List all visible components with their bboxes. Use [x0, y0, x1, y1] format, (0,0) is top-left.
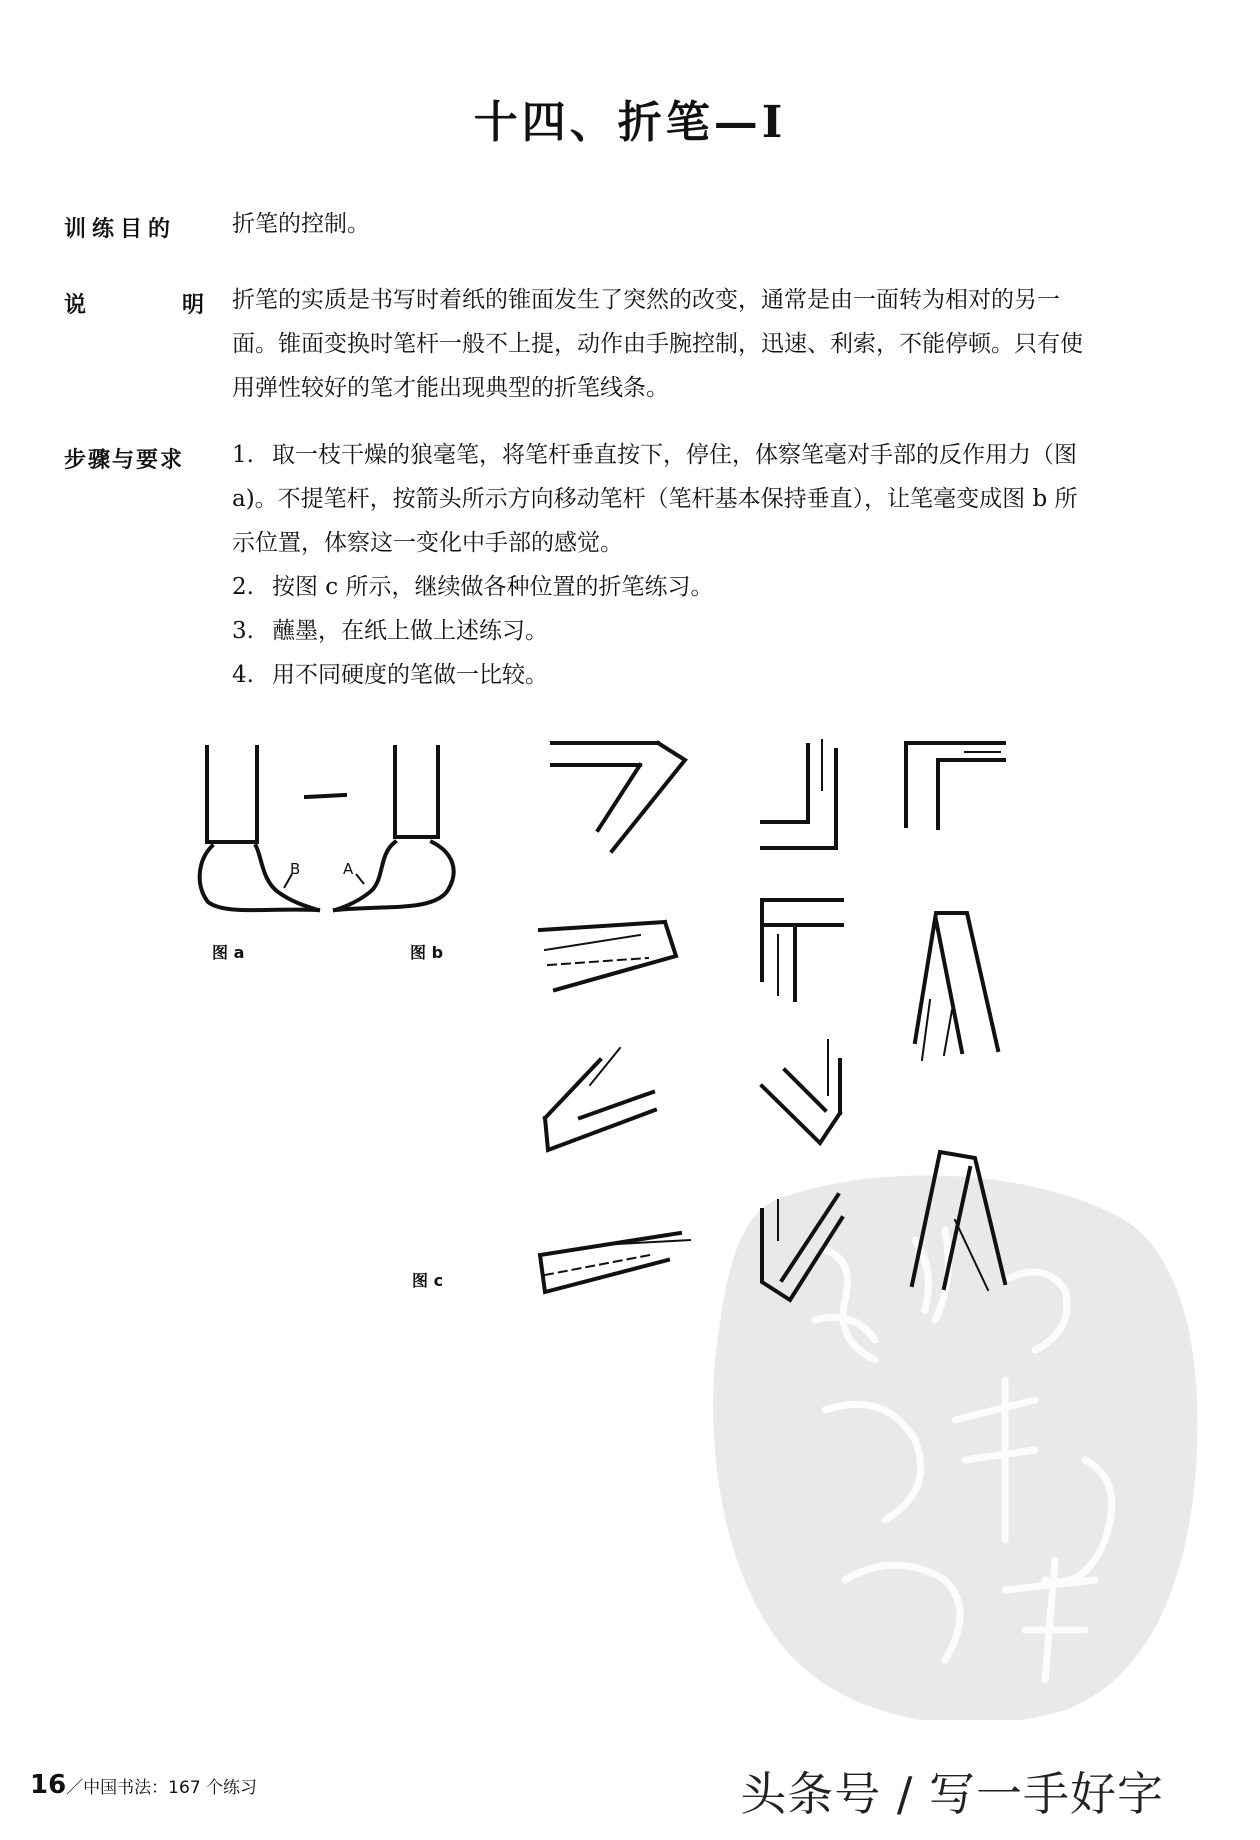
- page-number: 16: [30, 1770, 67, 1800]
- marker-b: B: [290, 860, 301, 878]
- explain-line: 折笔的实质是书写时着纸的锥面发生了突然的改变，通常是由一面转为相对的另一: [232, 287, 1060, 313]
- goal-text: 折笔的控制。: [232, 211, 370, 237]
- step-number: 4.: [232, 662, 254, 688]
- step-line: a)。不提笔杆，按箭头所示方向移动笔杆（笔杆基本保持垂直），让笔毫变成图 b 所: [232, 486, 1078, 512]
- fold-stroke-4: [540, 922, 676, 990]
- fold-stroke-8: [762, 1040, 840, 1143]
- step-line: 蘸墨，在纸上做上述练习。: [272, 618, 548, 644]
- fold-stroke-3: [906, 743, 1004, 828]
- fold-stroke-1: [552, 743, 685, 851]
- step-line: 取一枝干燥的狼毫笔，将笔杆垂直按下，停住，体察笔毫对手部的反作用力（图: [272, 442, 1077, 468]
- goal-label: 训练目的: [64, 217, 177, 242]
- step-line: 示位置，体察这一变化中手部的感觉。: [232, 530, 623, 556]
- fold-stroke-7: [545, 1048, 655, 1150]
- marker-a: A: [343, 860, 354, 878]
- fold-stroke-10: [540, 1233, 690, 1292]
- fold-stroke-9: [912, 1152, 1005, 1290]
- page-title: 十四、折笔—Ⅰ: [473, 97, 787, 148]
- step-line: 用不同硬度的笔做一比较。: [272, 662, 548, 688]
- fold-stroke-6: [915, 913, 998, 1060]
- fold-stroke-2: [762, 740, 836, 848]
- fold-stroke-11: [762, 1195, 842, 1300]
- steps-label: 步骤与要求: [64, 448, 185, 473]
- figure-a-caption: 图 a: [212, 943, 245, 962]
- fold-stroke-5: [762, 900, 842, 1000]
- step-line: 按图 c 所示，继续做各种位置的折笔练习。: [272, 574, 714, 600]
- footer-page-info: [30, 1770, 257, 1800]
- figure-b-caption: 图 b: [410, 943, 444, 962]
- explain-line: 用弹性较好的笔才能出现典型的折笔线条。: [232, 375, 669, 401]
- step-number: 2.: [232, 574, 254, 600]
- explain-line: 面。锥面变换时笔杆一般不上提，动作由手腕控制，迅速、利索，不能停顿。只有使: [232, 331, 1083, 357]
- figure-c-caption: 图 c: [412, 1271, 444, 1290]
- book-title: ／中国书法：167 个练习: [66, 1778, 258, 1798]
- platform-watermark: 头条号 / 写一手好字: [740, 1767, 1164, 1821]
- explain-label-b: 明: [181, 293, 204, 318]
- step-number: 3.: [232, 618, 254, 644]
- explain-label-a: 说: [64, 293, 87, 318]
- step-number: 1.: [232, 442, 254, 468]
